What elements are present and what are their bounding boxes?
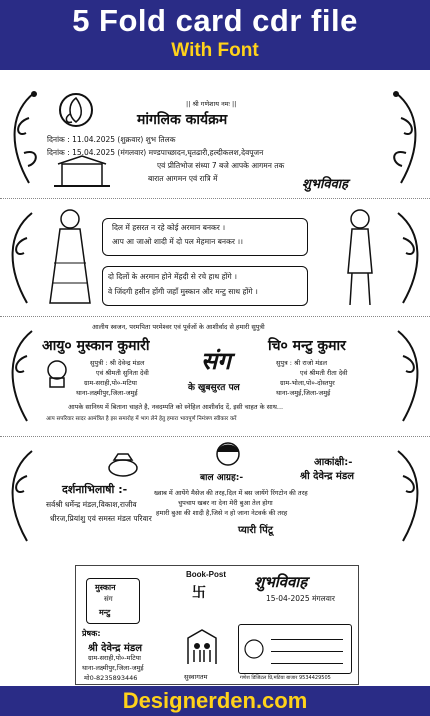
sender-address-1: ग्राम-सराही,पो०-मटिया (88, 654, 141, 662)
sender-mobile: मो0-8235893446 (84, 674, 138, 682)
floral-flourish-icon (386, 88, 426, 188)
back-shubh-vivah: शुभविवाह (254, 573, 308, 591)
verse-line-2: आप आ जाओ शादी में दो पल मेहमान बनकर ।। (112, 237, 243, 246)
floral-flourish-icon (388, 208, 428, 308)
verse-line-3: दो दिलों के अरमान होने मेंहदी से रचे हाथ होंगे । (108, 272, 237, 281)
wedding-couple-icon (184, 628, 220, 668)
tagline-text: के खुबसुरत पल (188, 383, 240, 393)
shubh-vivah-text: शुभविवाह (302, 177, 349, 192)
back-date: 15-04-2025 मंगलवार (266, 594, 335, 603)
bride-detail-1: सुपुत्री : श्री देवेन्द्र मंडल (90, 359, 145, 367)
ganesh-icon (56, 90, 96, 130)
sender-address-2: थाना-लक्ष्मीपुर,जिला-जमुई (82, 664, 144, 672)
floral-flourish-icon (388, 326, 428, 426)
emblem-name-mid: संग (104, 595, 113, 603)
panel-verses (0, 198, 430, 317)
family-line-2: धीरज,प्रियांशु एवं समस्त मंडल परिवार (50, 514, 152, 523)
groom-detail-4: थाना-जमुई,जिला-जमुई (276, 389, 331, 397)
date-line-4: बारात आगमन एवं रात्रि में (148, 174, 218, 183)
family-line-1: सर्वश्री धर्मेन्द्र मंडल,विकाश,राजीव (46, 500, 137, 509)
panel-mangalik (0, 70, 430, 199)
akankshi-name: श्री देवेन्द्र मंडल (300, 471, 355, 482)
sang-text: संग (201, 347, 231, 375)
panel-family (0, 436, 430, 556)
invitation-card (0, 70, 430, 556)
banner-title: 5 Fold card cdr file (72, 3, 358, 38)
kalash-icon (104, 448, 142, 478)
bottom-banner (0, 686, 430, 716)
panel-names (0, 316, 430, 437)
panel1-heading: मांगलिक कार्यक्रम (137, 112, 228, 128)
sender-label: प्रेषक: (82, 629, 101, 638)
floral-flourish-icon (4, 88, 44, 188)
bal-line-1: ख्वाब में आयेंगे मैसेज की तरह,दिल में बस जायेंगे रिंगटोन की तरह (154, 489, 308, 497)
floral-flourish-icon (2, 326, 42, 426)
banner-subtitle: With Font (171, 40, 259, 61)
ganesh-icon (243, 631, 265, 667)
groom-detail-2: एवं श्रीमती रीता देवी (300, 369, 348, 377)
top-banner (0, 0, 430, 70)
groom-detail-3: ग्राम-भोला,पो०-दोस्तपुर (280, 379, 335, 387)
floral-flourish-icon (2, 208, 42, 308)
bal-aagrah-label: बाल आग्रह:- (200, 473, 244, 483)
floral-flourish-icon (388, 446, 428, 546)
sender-name: श्री देवेन्द्र मंडल (88, 643, 143, 654)
invocation-text: || श्री गणेशाय नमः || (186, 100, 237, 108)
swagatam-text: सुस्वागतम (184, 673, 208, 681)
name-emblem (86, 578, 140, 624)
book-post-label: Book-Post (186, 570, 226, 579)
darshanabhilashi-label: दर्शनाभिलाषी :- (62, 483, 128, 496)
date-line-3: एवं प्रीतिभोज संध्या 7 बजे आपके आगमन तक (157, 161, 285, 170)
akankshi-label: आकांक्षी:- (314, 457, 353, 468)
bal-line-2: चुपचाप खबर ना देना मेरी बुआ तेल होगा (178, 499, 273, 507)
groom-detail-1: सुपुत्र : श्री राजो मंडल (276, 359, 328, 367)
intro-text: आलीय स्वजन, परमपिता परमेश्वर एवं पूर्वजों के आशीर्वाद से हमारी सुपुत्री (92, 323, 265, 331)
bride-detail-3: ग्राम-सराही,पो०-मटिया (84, 379, 137, 387)
back-cover (75, 565, 359, 685)
footer-site-link[interactable]: Designerden.com (122, 688, 308, 713)
closing-line-1: आपके सानिध्य में बिताना चाहते है, नवदम्पति को स्नेहिल आशीर्वाद दें, इसी चाहत के साथ... (68, 403, 284, 411)
emblem-name-top: मुस्कान (95, 583, 116, 592)
date-line-1: दिनांक : 11.04.2025 (शुक्रवार) शुभ तिलक (47, 135, 176, 144)
groom-name: चि० मन्टु कुमार (268, 338, 346, 354)
bal-line-3: हमारी बुआ की शादी है,जिसे न हो जाना नेटवर्क की तरह (156, 509, 288, 517)
bride-name: आयु० मुस्कान कुमारी (42, 338, 150, 354)
bride-detail-4: थाना-लक्ष्मीपुर,जिला-जमुई (76, 389, 138, 397)
verse-line-4: वे जिंदगी हसीन होंगी जहाँ मुस्कान और मन्टु साथ होंगे । (108, 287, 258, 296)
address-block (238, 624, 352, 674)
kid-cartoon-icon (42, 358, 72, 388)
bal-signature: प्यारी पिंटू (238, 525, 273, 536)
groom-illustration-icon (330, 203, 390, 311)
bride-illustration-icon (40, 203, 100, 311)
floral-flourish-icon (2, 446, 42, 546)
emblem-name-bot: मन्टु (99, 608, 111, 617)
verse-line-1: दिल में हसरत न रहे कोई अरमान बनकर । (112, 223, 226, 232)
date-line-2: दिनांक : 15.04.2025 (मंगलवार) मण्डपाच्छादन,घृतढारी,हल्दीकलश,देवपूजन (47, 148, 264, 157)
palanquin-icon (52, 154, 112, 192)
swastik-icon: 卐 (192, 585, 206, 601)
closing-line-2: आप सपरिवार सादर आमंत्रित है इस समारोह में भाग लेने हेतु हमारा भावपूर्ण निमंत्रण स्वीकार करें (46, 416, 237, 422)
child-peeking-icon (212, 440, 244, 468)
press-credit: गणेश डिजिटल प्रिं,मटिया बाजार 9534429505 (240, 675, 331, 681)
bride-detail-2: एवं श्रीमती सुनिता देवी (96, 369, 149, 377)
